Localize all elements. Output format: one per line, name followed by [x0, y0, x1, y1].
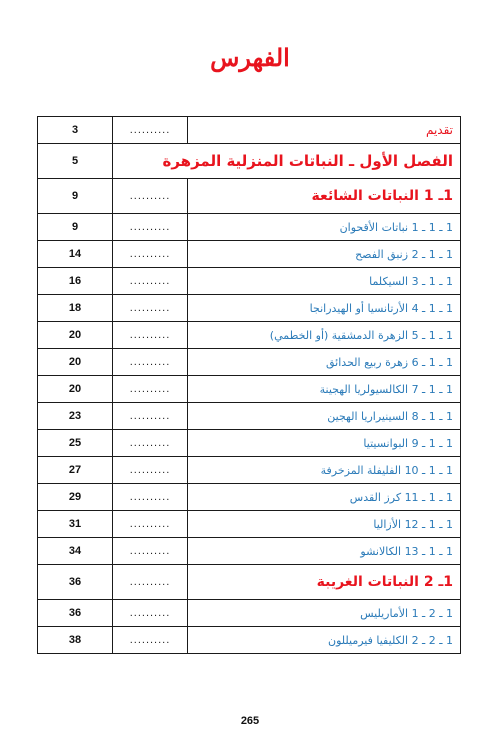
toc-row — [38, 179, 461, 214]
toc-entry-sub: 1 ـ 1 ـ 9 البوانسيتيا — [188, 430, 461, 457]
toc-row — [38, 430, 461, 457]
toc-row — [38, 627, 461, 654]
toc-page-number: 38 — [38, 627, 113, 654]
toc-page-number: 36 — [38, 565, 113, 600]
toc-row — [38, 117, 461, 144]
toc-leader-dots: .......... — [113, 565, 188, 600]
toc-leader-dots: .......... — [113, 349, 188, 376]
toc-entry-intro: تقديم — [188, 117, 461, 144]
toc-row — [38, 295, 461, 322]
toc-leader-dots: .......... — [113, 376, 188, 403]
toc-row — [38, 376, 461, 403]
toc-page-number: 31 — [38, 511, 113, 538]
toc-entry-sub: 1 ـ 1 ـ 5 الزهرة الدمشقية (أو الخطمي) — [188, 322, 461, 349]
page-number: 265 — [240, 715, 260, 727]
toc-page-number: 20 — [38, 349, 113, 376]
toc-entry-sub: 1 ـ 1 ـ 8 السينيراريا الهجين — [188, 403, 461, 430]
toc-leader-dots: .......... — [113, 457, 188, 484]
toc-page-number: 18 — [38, 295, 113, 322]
toc-leader-dots: .......... — [113, 268, 188, 295]
table-of-contents — [37, 116, 461, 654]
toc-row — [38, 538, 461, 565]
toc-leader-dots: .......... — [113, 627, 188, 654]
toc-entry-sub: 1 ـ 1 ـ 11 كرز القدس — [188, 484, 461, 511]
toc-leader-dots: .......... — [113, 600, 188, 627]
toc-leader-dots: .......... — [113, 430, 188, 457]
toc-leader-dots: .......... — [113, 179, 188, 214]
toc-row — [38, 214, 461, 241]
toc-row — [38, 565, 461, 600]
toc-row — [38, 403, 461, 430]
toc-entry-chapter: الفصل الأول ـ النباتات المنزلية المزهرة — [113, 144, 461, 179]
toc-page-number: 27 — [38, 457, 113, 484]
toc-entry-section: 1ـ 2 النباتات الغريبة — [188, 565, 461, 600]
toc-entry-sub: 1 ـ 1 ـ 13 الكالانشو — [188, 538, 461, 565]
toc-entry-sub: 1 ـ 2 ـ 1 الأماريليس — [188, 600, 461, 627]
toc-entry-sub: 1 ـ 1 ـ 3 السيكلما — [188, 268, 461, 295]
toc-leader-dots: .......... — [113, 511, 188, 538]
toc-page-number: 25 — [38, 430, 113, 457]
toc-row — [38, 484, 461, 511]
toc-entry-sub: 1 ـ 1 ـ 6 زهرة ربيع الحدائق — [188, 349, 461, 376]
toc-entry-sub: 1 ـ 2 ـ 2 الكليفيا فيرميللون — [188, 627, 461, 654]
toc-row — [38, 457, 461, 484]
toc-leader-dots: .......... — [113, 241, 188, 268]
toc-entry-sub: 1 ـ 1 ـ 1 نباتات الأقحوان — [188, 214, 461, 241]
toc-entry-section: 1ـ 1 النباتات الشائعة — [188, 179, 461, 214]
toc-entry-sub: 1 ـ 1 ـ 10 الفليفلة المزخرفة — [188, 457, 461, 484]
toc-row — [38, 268, 461, 295]
toc-page-number: 29 — [38, 484, 113, 511]
toc-row — [38, 349, 461, 376]
toc-row — [38, 241, 461, 268]
toc-entry-sub: 1 ـ 1 ـ 2 زنبق الفصح — [188, 241, 461, 268]
toc-leader-dots: .......... — [113, 484, 188, 511]
toc-leader-dots: .......... — [113, 117, 188, 144]
toc-page-number: 16 — [38, 268, 113, 295]
toc-page-number: 3 — [38, 117, 113, 144]
toc-page-number: 36 — [38, 600, 113, 627]
toc-row — [38, 600, 461, 627]
toc-page-number: 34 — [38, 538, 113, 565]
toc-body — [38, 117, 461, 654]
toc-leader-dots: .......... — [113, 295, 188, 322]
toc-page-number: 20 — [38, 322, 113, 349]
toc-leader-dots: .......... — [113, 322, 188, 349]
toc-row — [38, 322, 461, 349]
toc-leader-dots: .......... — [113, 538, 188, 565]
toc-entry-sub: 1 ـ 1 ـ 12 الأزاليا — [188, 511, 461, 538]
toc-page-number: 5 — [38, 144, 113, 179]
toc-row — [38, 144, 461, 179]
page-title: الفهرس — [210, 43, 290, 72]
toc-leader-dots: .......... — [113, 403, 188, 430]
toc-page-number: 20 — [38, 376, 113, 403]
toc-page-number: 14 — [38, 241, 113, 268]
toc-page-number: 9 — [38, 214, 113, 241]
toc-row — [38, 511, 461, 538]
toc-leader-dots: .......... — [113, 214, 188, 241]
toc-page-number: 9 — [38, 179, 113, 214]
toc-entry-sub: 1 ـ 1 ـ 7 الكالسيولريا الهجينة — [188, 376, 461, 403]
toc-entry-sub: 1 ـ 1 ـ 4 الأرتانسيا أو الهيدرانجا — [188, 295, 461, 322]
toc-page-number: 23 — [38, 403, 113, 430]
